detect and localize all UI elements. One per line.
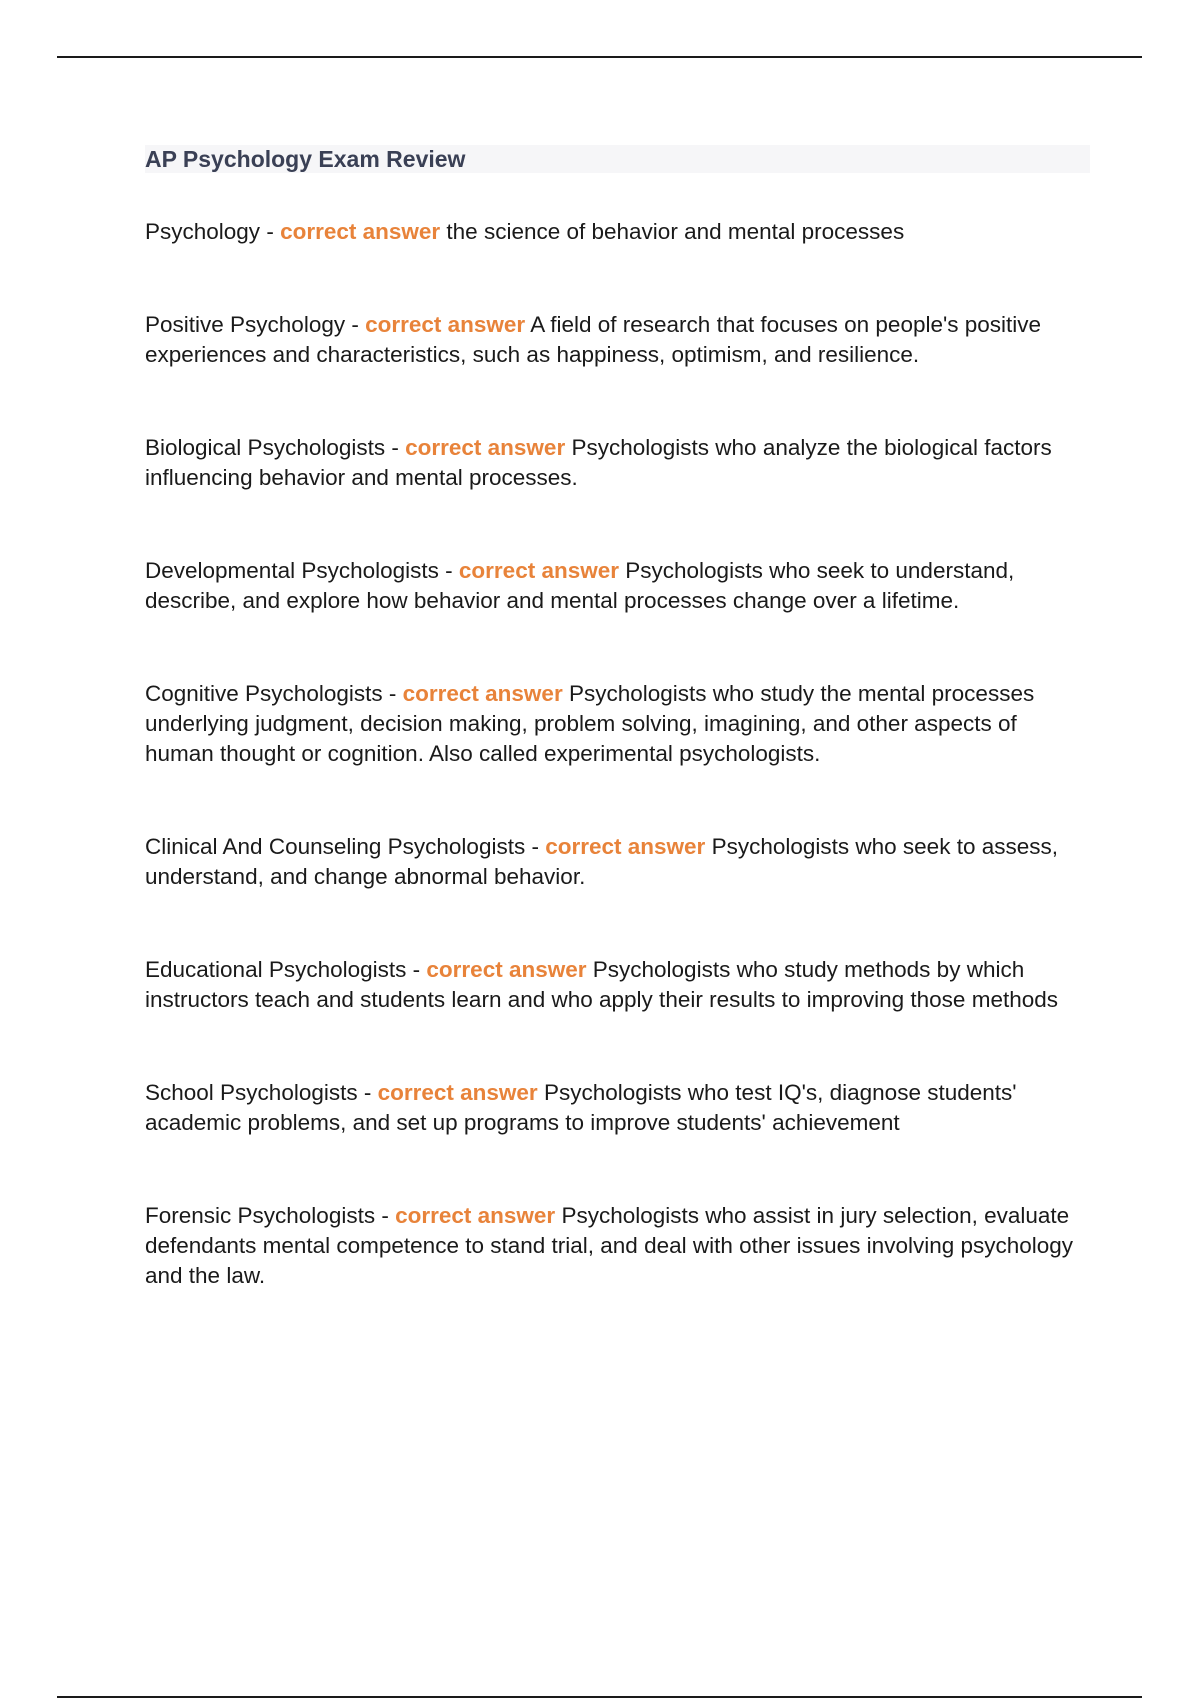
entry-definition: Psychologists who analyze the biological factors influencing behavior and mental processes. [145,435,1052,490]
flashcard-entry [145,1078,1090,1138]
correct-answer-label: correct answer [545,834,706,859]
correct-answer-label: correct answer [458,558,619,583]
flashcard-entry [145,556,1090,616]
flashcard-entry [145,832,1090,892]
flashcard-entry [145,679,1090,769]
entry-definition: Psychologists who test IQ's, diagnose students' academic problems, and set up programs to improve students' achievement [145,1080,1017,1135]
entry-term: Positive Psychology [145,312,346,337]
entry-definition: Psychologists who study methods by which instructors teach and students learn and who apply their results to improving those methods [145,957,1058,1012]
correct-answer-label: correct answer [405,435,566,460]
entry-term: Clinical And Counseling Psychologists [145,834,526,859]
entry-definition: Psychologists who assist in jury selection, evaluate defendants mental competence to stand trial, and deal with other issues involving psychology and the law. [145,1203,1074,1288]
entry-separator: - [375,1203,396,1228]
entry-separator: - [385,435,406,460]
entry-term: Forensic Psychologists [145,1203,376,1228]
flashcard-list [145,217,1090,1291]
entry-separator: - [406,957,427,982]
entry-term: Biological Psychologists [145,435,386,460]
correct-answer-label: correct answer [395,1203,556,1228]
entry-term: Cognitive Psychologists [145,681,383,706]
entry-separator: - [382,681,403,706]
entry-definition: Psychologists who seek to assess, understand, and change abnormal behavior. [145,834,1058,889]
flashcard-entry [145,217,1090,247]
correct-answer-label: correct answer [365,312,526,337]
correct-answer-label: correct answer [377,1080,538,1105]
entry-separator: - [438,558,459,583]
entry-separator: - [357,1080,378,1105]
flashcard-entry [145,433,1090,493]
correct-answer-label: correct answer [280,219,441,244]
flashcard-entry [145,1201,1090,1291]
bottom-divider [57,1696,1142,1698]
correct-answer-label: correct answer [426,957,587,982]
title-bar [145,145,1090,173]
entry-separator: - [260,219,281,244]
entry-term: Psychology [145,219,261,244]
flashcard-entry [145,955,1090,1015]
entry-definition: Psychologists who seek to understand, describe, and explore how behavior and mental processes change over a lifetime. [145,558,1015,613]
flashcard-entry [145,310,1090,370]
document-body [145,145,1090,1354]
correct-answer-label: correct answer [402,681,563,706]
top-divider [57,56,1142,58]
entry-term: Developmental Psychologists [145,558,439,583]
entry-definition: the science of behavior and mental processes [446,219,905,244]
entry-definition: A field of research that focuses on people's positive experiences and characteristics, such as happiness, optimism, and resilience. [145,312,1042,367]
entry-term: Educational Psychologists [145,957,407,982]
entry-term: School Psychologists [145,1080,358,1105]
entry-separator: - [525,834,546,859]
entry-definition: Psychologists who study the mental processes underlying judgment, decision making, problem solving, imagining, and other aspects of human thought or cognition. Also called experimental psychologists. [145,681,1035,766]
entry-separator: - [345,312,366,337]
page-title: AP Psychology Exam Review [145,146,466,172]
